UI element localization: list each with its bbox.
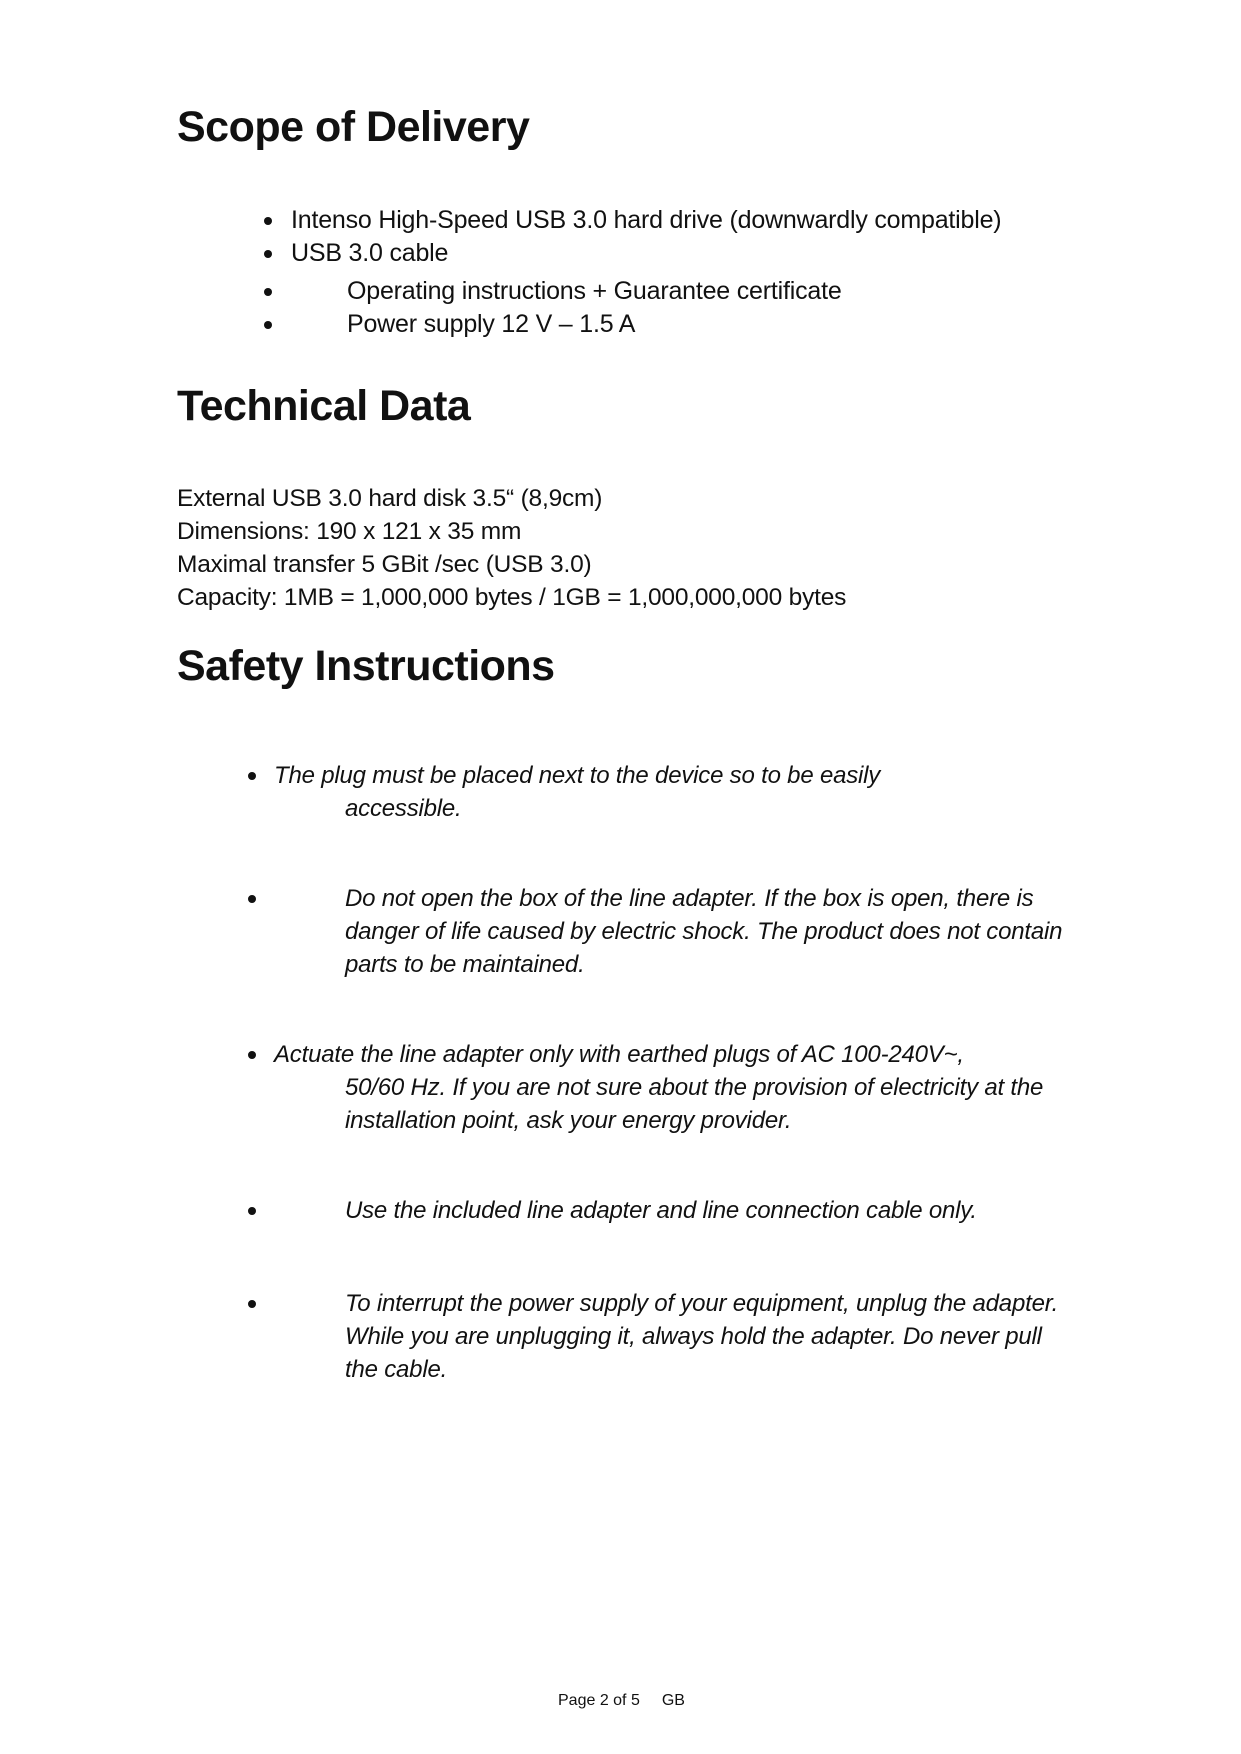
- bullet-icon: [248, 1051, 256, 1059]
- safety-item-4: [345, 1194, 977, 1227]
- safety-heading: Safety Instructions: [177, 642, 555, 690]
- bullet-icon: [248, 1300, 256, 1308]
- technical-line-2: Dimensions: 190 x 121 x 35 mm: [177, 518, 522, 545]
- safety-item-5-line-3: the cable.: [345, 1356, 448, 1383]
- safety-item-3: [274, 1038, 1044, 1137]
- safety-item-2-line-2: danger of life caused by electric shock. The product does not contain: [345, 918, 1063, 945]
- scope-item-2: USB 3.0 cable: [291, 239, 449, 267]
- safety-item-3-line-2: 50/60 Hz. If you are not sure about the provision of electricity at the: [345, 1074, 1044, 1101]
- scope-item-3: Operating instructions + Guarantee certificate: [347, 277, 842, 305]
- scope-item-1: Intenso High-Speed USB 3.0 hard drive (downwardly compatible): [291, 206, 1002, 234]
- technical-line-1: External USB 3.0 hard disk 3.5“ (8,9cm): [177, 485, 603, 512]
- safety-item-1-line-2: accessible.: [345, 795, 462, 822]
- bullet-icon: [264, 288, 272, 296]
- bullet-icon: [264, 250, 272, 258]
- safety-item-4-first: Use the included line adapter and line connection cable only.: [345, 1197, 977, 1224]
- technical-heading: Technical Data: [177, 382, 471, 430]
- page-number: Page 2 of 5: [558, 1692, 640, 1709]
- safety-item-5: [345, 1287, 1058, 1386]
- bullet-icon: [264, 217, 272, 225]
- safety-item-1: [274, 759, 881, 825]
- safety-item-1-first: The plug must be placed next to the device so to be easily: [274, 762, 881, 789]
- scope-heading: Scope of Delivery: [177, 103, 530, 151]
- page-footer: [558, 1692, 685, 1710]
- technical-line-3: Maximal transfer 5 GBit /sec (USB 3.0): [177, 551, 592, 578]
- safety-item-5-first: To interrupt the power supply of your equipment, unplug the adapter.: [345, 1290, 1059, 1317]
- safety-item-2-line-3: parts to be maintained.: [345, 951, 585, 978]
- safety-item-5-line-2: While you are unplugging it, always hold the adapter. Do never pull: [345, 1323, 1042, 1350]
- safety-item-2-first: Do not open the box of the line adapter. If the box is open, there is: [345, 885, 1034, 912]
- safety-item-3-line-3: installation point, ask your energy provider.: [345, 1107, 792, 1134]
- scope-item-4: Power supply 12 V – 1.5 A: [347, 310, 636, 338]
- safety-item-2: [345, 882, 1062, 981]
- technical-line-4: Capacity: 1MB = 1,000,000 bytes / 1GB = 1,000,000,000 bytes: [177, 584, 847, 611]
- bullet-icon: [248, 895, 256, 903]
- bullet-icon: [264, 321, 272, 329]
- language-code: GB: [661, 1692, 685, 1709]
- bullet-icon: [248, 1207, 256, 1215]
- safety-item-3-first: Actuate the line adapter only with earthed plugs of AC 100-240V~,: [274, 1041, 964, 1068]
- bullet-icon: [248, 772, 256, 780]
